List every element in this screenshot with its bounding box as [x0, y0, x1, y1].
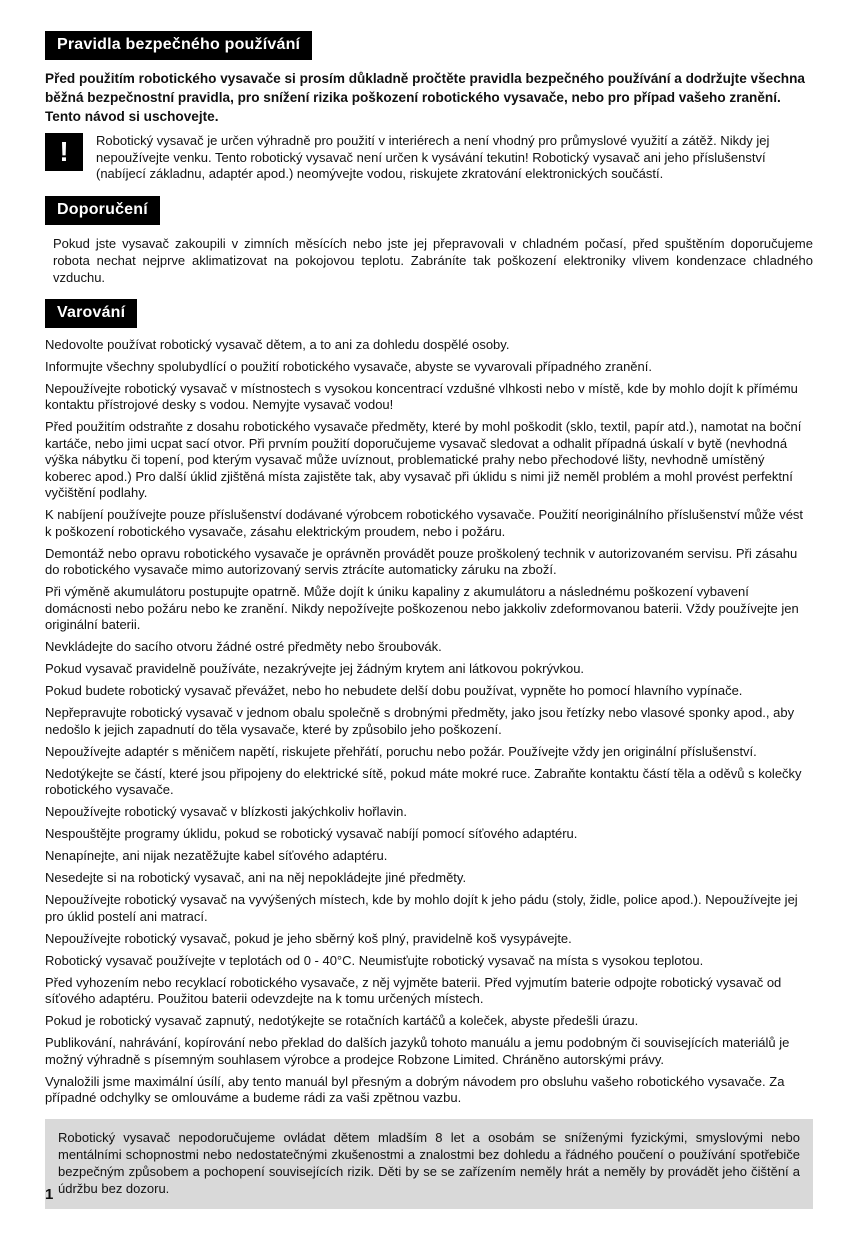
section-title-safety-rules: Pravidla bezpečného používání — [45, 31, 312, 60]
exclamation-icon: ! — [45, 133, 83, 171]
recommendation-paragraph: Pokud jste vysavač zakoupili v zimních měsících nebo jste jej přepravovali v chladném počasí, před spuštěním doporučujeme robota nechat nejprve aklimatizovat na pokojovou teplotu. Zabráníte tak poškození elektroniky vlivem kondenzace chladného vzduchu. — [53, 235, 813, 285]
warning-item: Nesedejte si na robotický vysavač, ani na něj nepokládejte jiné předměty. — [45, 870, 467, 885]
warning-item: Pokud budete robotický vysavač převážet, nebo ho nebudete delší dobu používat, vypněte ho pomocí hlavního vypínače. — [45, 683, 743, 698]
warning-item: Robotický vysavač používejte v teplotách od 0 - 40°C. Neumisťujte robotický vysavač na místa s vysokou teplotou. — [45, 952, 704, 968]
section-title-warning: Varování — [45, 299, 137, 328]
warning-item: Nespouštějte programy úklidu, pokud se robotický vysavač nabíjí pomocí síťového adaptéru. — [45, 826, 578, 841]
warning-item: Nepoužívejte robotický vysavač na vyvýšených místech, kde by mohlo dojít k jeho pádu (stoly, židle, police apod.). Nepoužívejte jej pro úklid postelí ani matrací. — [45, 892, 798, 924]
warning-item: Nepoužívejte robotický vysavač v místnostech s vysokou koncentrací vzdušné vlhkosti nebo v místě, kde by mohlo dojít k přímému kontaktu přístrojové desky s vodou. Nemyjte vysavač vodou! — [45, 380, 798, 412]
warning-item: Nepoužívejte adaptér s měničem napětí, riskujete přehřátí, poruchu nebo požár. Používejte vždy jen originální příslušenství. — [45, 743, 757, 759]
warning-item: Před použitím odstraňte z dosahu robotického vysavače předměty, které by mohl poškodit (sklo, textil, papír atd.), namotat na boční kartáče, nebo jimi ucpat sací otvor. Při prvním použití doporučujeme vysavač sledovat a odhalit případná úskalí v bytě (nevhodná výška nábytku či topení, pod kterým vysavač může uvíznout, problematické prahy nebo přechodové lišty, nevhodně umístěný koberec apod.) Pro další úklid zjištěná místa zajistěte tak, aby vysavač při úklidu s nimi již neměl problém a mohl provést perfektní vyčištění podlahy. — [45, 419, 802, 500]
warning-item: Nepřepravujte robotický vysavač v jednom obalu společně s drobnými předměty, jako jsou řetízky nebo vlasové sponky apod., aby nedošlo k jejich zapadnutí do těla vysavače, které by způsobilo jeho poškození. — [45, 705, 795, 737]
alert-note — [45, 133, 813, 183]
warning-item: Demontáž nebo opravu robotického vysavače je oprávněn provádět pouze proškolený technik v autorizovaném servisu. Při zásahu do robotického vysavače mimo autorizovaný servis ztrácíte automaticky záruku na zboží. — [45, 545, 798, 577]
recommendation-section — [45, 196, 813, 225]
warning-item: Při výměně akumulátoru postupujte opatrně. Může dojít k úniku kapaliny z akumulátoru a následnému poškození vybavení domácnosti nebo požáru nebo ke zranění. Nikdy nepožívejte poškozenou nebo jakkoliv zdeformovanou baterii. Vždy používejte jen originální baterii. — [45, 584, 799, 632]
section-title-recommendation: Doporučení — [45, 196, 160, 225]
warning-item: Vynaložili jsme maximální úsílí, aby tento manuál byl přesným a dobrým návodem pro obsluhu vašeho robotického vysavače. Za případné odchylky se omlouváme a budeme rádi za vaši zpětnou vazbu. — [45, 1073, 785, 1105]
warning-item: K nabíjení používejte pouze příslušenství dodávané výrobcem robotického vysavače. Použití neoriginálního příslušenství může vést k poškození robotického vysavače, zásahu elektrickým proudem, nebo i požáru. — [45, 507, 804, 539]
warning-list — [45, 337, 813, 1107]
warning-item: Nepoužívejte robotický vysavač, pokud je jeho sběrný koš plný, pravidelně koš vysypávejte. — [45, 930, 572, 946]
warning-item: Nenapínejte, ani nijak nezatěžujte kabel síťového adaptéru. — [45, 848, 388, 863]
warning-item: Nepoužívejte robotický vysavač v blízkosti jakýchkoliv hořlavin. — [45, 804, 407, 819]
page-number: 1 — [45, 1186, 54, 1203]
warning-item: Informujte všechny spolubydlící o použití robotického vysavače, abyste se vyvarovali případného zranění. — [45, 358, 652, 374]
notice-box: Robotický vysavač nepodoručujeme ovládat dětem mladším 8 let a osobám se sníženými fyzickými, smyslovými nebo mentálními schopnostmi nebo nedostatečnými zkušenostmi a znalostmi bez dohledu a řádného poučení o používání spotřebiče bezpečným způsobem a pochopení souvisejících rizik. Děti by se se zařízením neměly hrát a neměly by provádět jeho čištění a údržbu bez dozoru. — [45, 1119, 813, 1209]
warning-item: Před vyhozením nebo recyklací robotického vysavače, z něj vyjměte baterii. Před vyjmutím baterie odpojte robotický vysavač od síťového adaptéru. Použitou baterii odevzdejte na k tomu určených místech. — [45, 974, 782, 1006]
warning-item: Nevkládejte do sacího otvoru žádné ostré předměty nebo šroubovák. — [45, 639, 442, 654]
page-content — [45, 31, 813, 1209]
intro-paragraph: Před použitím robotického vysavače si prosím důkladně pročtěte pravidla bezpečného používání a dodržujte všechna běžná bezpečnostní pravidla, pro snížení rizika poškození robotického vysavače, nebo pro případ vašeho zranění. Tento návod si uschovejte. — [45, 71, 805, 124]
warning-item: Publikování, nahrávání, kopírování nebo překlad do dalších jazyků tohoto manuálu a jemu podobným či souvisejících materiálů je možný výhradně s písemným souhlasem výrobce a prodejce Robzone Limited. Chráněno autorskými právy. — [45, 1035, 790, 1067]
warning-item: Pokud vysavač pravidelně používáte, nezakrývejte jej žádným krytem ani látkovou pokrývkou. — [45, 661, 585, 676]
warning-item: Pokud je robotický vysavač zapnutý, nedotýkejte se rotačních kartáčů a koleček, abyste předešli úrazu. — [45, 1013, 639, 1028]
alert-text: Robotický vysavač je určen výhradně pro použití v interiérech a není vhodný pro průmyslové využití a zátěž. Nikdy jej nepoužívejte venku. Tento robotický vysavač není určen k vysávání tekutin! Robotický vysavač ani jeho příslušenství (nabíjecí základnu, adaptér apod.) neomývejte vodou, riskujete zkratování elektronických součástí. — [96, 133, 770, 181]
warning-item: Nedovolte používat robotický vysavač dětem, a to ani za dohledu dospělé osoby. — [45, 336, 510, 352]
warning-section — [45, 299, 813, 328]
warning-item: Nedotýkejte se částí, které jsou připojeny do elektrické sítě, pokud máte mokré ruce. Zabraňte kontaktu částí těla a oděvů s kolečky robotického vysavače. — [45, 765, 802, 797]
